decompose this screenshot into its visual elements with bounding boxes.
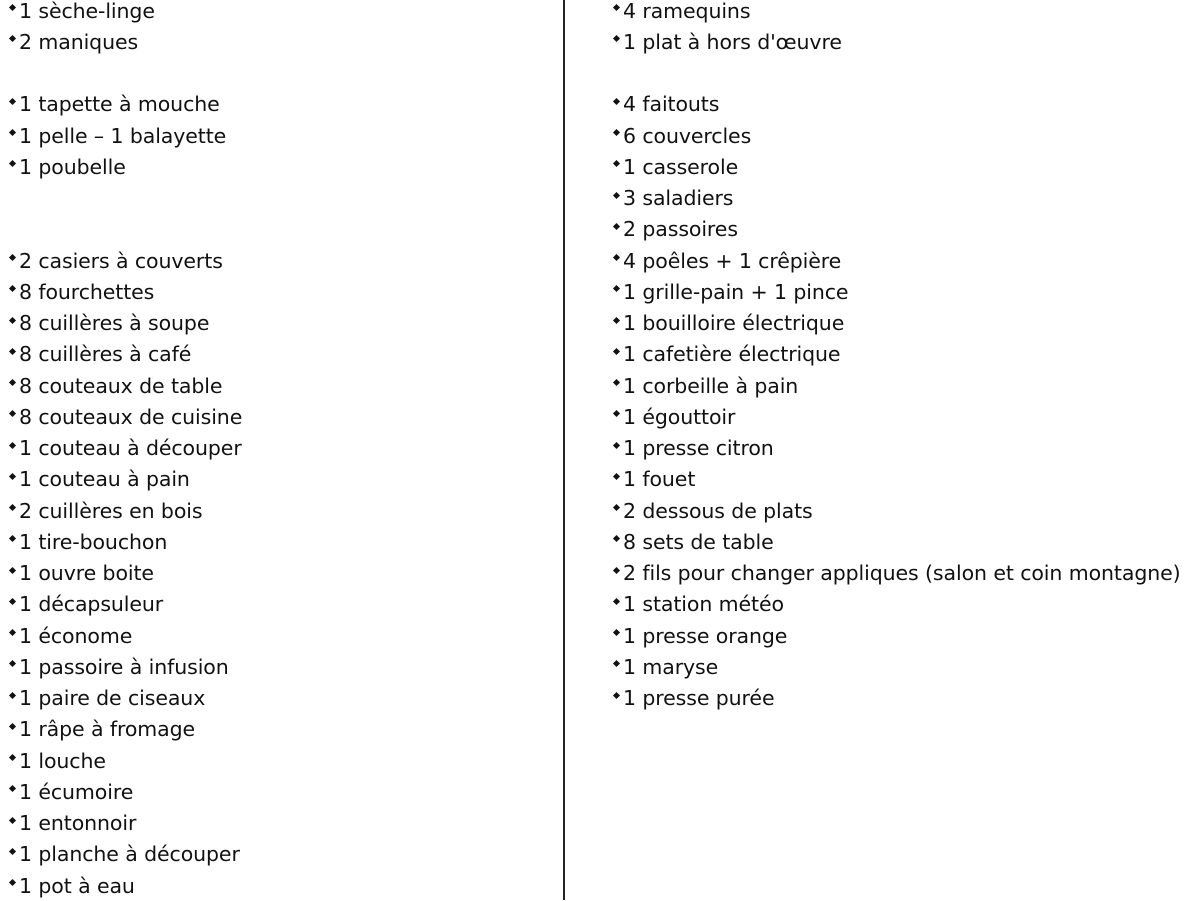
- left-list-item: [10, 870, 135, 901]
- right-list-item: [614, 339, 840, 370]
- bullet-diamond-icon: [9, 473, 16, 480]
- left-list-item: [10, 651, 229, 682]
- item-label: 4 poêles + 1 crêpière: [623, 248, 842, 273]
- item-label: 2 passoires: [623, 217, 738, 242]
- bullet-diamond-icon: [613, 191, 620, 198]
- item-label: 1 entonnoir: [19, 811, 137, 835]
- item-label: 2 casiers à couverts: [19, 248, 223, 273]
- bullet-diamond-icon: [613, 160, 620, 167]
- bullet-diamond-icon: [613, 285, 620, 292]
- left-list-item: [10, 714, 195, 745]
- bullet-diamond-icon: [613, 535, 620, 542]
- bullet-diamond-icon: [9, 566, 16, 573]
- item-label: 1 casserole: [623, 154, 739, 179]
- bullet-diamond-icon: [9, 816, 16, 823]
- right-list-item: [614, 0, 750, 26]
- bullet-diamond-icon: [613, 254, 620, 261]
- bullet-diamond-icon: [9, 754, 16, 761]
- left-list-item: [10, 339, 191, 370]
- bullet-diamond-icon: [9, 785, 16, 792]
- item-label: 1 maryse: [623, 654, 719, 679]
- left-column: [0, 0, 558, 900]
- item-label: 1 couteau à pain: [19, 467, 190, 492]
- left-list-item: [10, 839, 240, 870]
- right-list-item: [614, 433, 774, 464]
- left-list-item: [10, 558, 154, 589]
- bullet-diamond-icon: [613, 473, 620, 480]
- bullet-diamond-icon: [9, 598, 16, 605]
- item-label: 8 cuillères à soupe: [19, 311, 210, 335]
- item-label: 1 écumoire: [19, 779, 134, 804]
- item-label: 1 râpe à fromage: [19, 717, 196, 742]
- item-label: 8 couteaux de cuisine: [19, 404, 243, 429]
- item-label: 1 décapsuleur: [19, 592, 164, 617]
- right-list-item: [614, 683, 774, 714]
- right-list-item: [614, 308, 844, 339]
- right-list-item: [614, 589, 784, 620]
- item-label: 1 presse purée: [623, 686, 775, 710]
- bullet-diamond-icon: [9, 879, 16, 886]
- item-label: 1 sèche-linge: [19, 0, 155, 23]
- bullet-diamond-icon: [9, 504, 16, 511]
- bullet-diamond-icon: [9, 254, 16, 261]
- right-list-item: [614, 558, 1181, 589]
- item-label: 4 faitouts: [623, 92, 720, 117]
- item-label: 1 tapette à mouche: [19, 92, 220, 117]
- bullet-diamond-icon: [9, 129, 16, 136]
- bullet-diamond-icon: [613, 410, 620, 417]
- item-label: 2 fils pour changer appliques (salon et coin montagne): [623, 561, 1181, 585]
- item-label: 1 planche à découper: [19, 842, 240, 867]
- item-label: 3 saladiers: [623, 186, 734, 210]
- right-list-item: [614, 401, 735, 432]
- left-list-item: [10, 151, 126, 182]
- bullet-diamond-icon: [613, 223, 620, 230]
- bullet-diamond-icon: [9, 285, 16, 292]
- bullet-diamond-icon: [9, 98, 16, 105]
- left-list-item: [10, 776, 133, 807]
- item-label: 1 corbeille à pain: [623, 373, 799, 398]
- bullet-diamond-icon: [9, 441, 16, 448]
- item-label: 8 couteaux de table: [19, 373, 223, 398]
- bullet-diamond-icon: [613, 598, 620, 605]
- left-list-item: [10, 589, 163, 620]
- bullet-diamond-icon: [9, 410, 16, 417]
- item-label: 1 fouet: [623, 467, 696, 492]
- item-label: 1 presse orange: [623, 623, 788, 648]
- item-label: 1 louche: [19, 748, 106, 773]
- bullet-diamond-icon: [613, 441, 620, 448]
- left-list-item: [10, 308, 209, 339]
- item-label: 1 pelle – 1 balayette: [19, 123, 227, 148]
- item-label: 1 ouvre boite: [19, 561, 154, 585]
- bullet-diamond-icon: [9, 723, 16, 730]
- item-label: 1 pot à eau: [19, 873, 135, 898]
- left-list-item: [10, 276, 154, 307]
- right-list-item: [614, 89, 719, 120]
- left-list-item: [10, 433, 242, 464]
- bullet-diamond-icon: [9, 660, 16, 667]
- item-label: 6 couvercles: [623, 123, 752, 148]
- left-list-item: [10, 683, 205, 714]
- item-label: 1 couteau à découper: [19, 436, 242, 460]
- item-label: 1 paire de ciseaux: [19, 686, 206, 710]
- item-label: 1 bouilloire électrique: [623, 311, 845, 335]
- bullet-diamond-icon: [9, 848, 16, 855]
- right-list-item: [614, 370, 798, 401]
- left-list-item: [10, 526, 167, 557]
- bullet-diamond-icon: [613, 98, 620, 105]
- right-list-item: [614, 620, 787, 651]
- item-label: 1 plat à hors d'œuvre: [623, 29, 842, 54]
- right-column: [604, 0, 1200, 900]
- left-list-item: [10, 26, 138, 57]
- item-label: 1 économe: [19, 623, 133, 648]
- left-list-item: [10, 89, 220, 120]
- left-list-item: [10, 120, 226, 151]
- left-list-item: [10, 464, 190, 495]
- item-label: 1 presse citron: [623, 436, 774, 460]
- bullet-diamond-icon: [9, 535, 16, 542]
- left-list-item: [10, 745, 106, 776]
- right-list-item: [614, 245, 841, 276]
- left-list-item: [10, 370, 222, 401]
- item-label: 1 poubelle: [19, 154, 126, 179]
- right-list-item: [614, 26, 842, 57]
- item-label: 1 égouttoir: [623, 404, 736, 429]
- bullet-diamond-icon: [613, 129, 620, 136]
- left-list-item: [10, 0, 155, 26]
- left-list-item: [10, 495, 202, 526]
- left-list-item: [10, 401, 242, 432]
- bullet-diamond-icon: [613, 379, 620, 386]
- bullet-diamond-icon: [613, 35, 620, 42]
- bullet-diamond-icon: [613, 348, 620, 355]
- right-list-item: [614, 151, 738, 182]
- item-label: 2 dessous de plats: [623, 498, 813, 523]
- bullet-diamond-icon: [9, 348, 16, 355]
- right-list-item: [614, 183, 733, 214]
- item-label: 1 cafetière électrique: [623, 342, 841, 367]
- item-label: 8 cuillères à café: [19, 342, 192, 367]
- right-list-item: [614, 651, 718, 682]
- item-label: 1 grille-pain + 1 pince: [623, 279, 849, 304]
- item-label: 2 cuillères en bois: [19, 498, 203, 523]
- item-label: 1 passoire à infusion: [19, 654, 229, 679]
- item-label: 1 tire-bouchon: [19, 529, 168, 554]
- left-list-item: [10, 245, 223, 276]
- bullet-diamond-icon: [613, 4, 620, 11]
- bullet-diamond-icon: [9, 35, 16, 42]
- right-list-item: [614, 495, 813, 526]
- right-list-item: [614, 526, 774, 557]
- left-list-item: [10, 620, 132, 651]
- right-list-item: [614, 120, 751, 151]
- bullet-diamond-icon: [9, 4, 16, 11]
- item-label: 4 ramequins: [623, 0, 751, 23]
- bullet-diamond-icon: [9, 691, 16, 698]
- bullet-diamond-icon: [613, 660, 620, 667]
- bullet-diamond-icon: [9, 379, 16, 386]
- bullet-diamond-icon: [613, 504, 620, 511]
- item-label: 2 maniques: [19, 29, 139, 54]
- right-list-item: [614, 214, 738, 245]
- bullet-diamond-icon: [9, 160, 16, 167]
- bullet-diamond-icon: [613, 316, 620, 323]
- bullet-diamond-icon: [613, 566, 620, 573]
- right-list-item: [614, 276, 848, 307]
- column-divider: [563, 0, 565, 900]
- right-list-item: [614, 464, 695, 495]
- bullet-diamond-icon: [613, 629, 620, 636]
- item-label: 1 station météo: [623, 592, 784, 617]
- left-list-item: [10, 808, 136, 839]
- bullet-diamond-icon: [9, 629, 16, 636]
- item-label: 8 fourchettes: [19, 279, 155, 304]
- bullet-diamond-icon: [9, 316, 16, 323]
- item-label: 8 sets de table: [623, 529, 774, 554]
- bullet-diamond-icon: [613, 691, 620, 698]
